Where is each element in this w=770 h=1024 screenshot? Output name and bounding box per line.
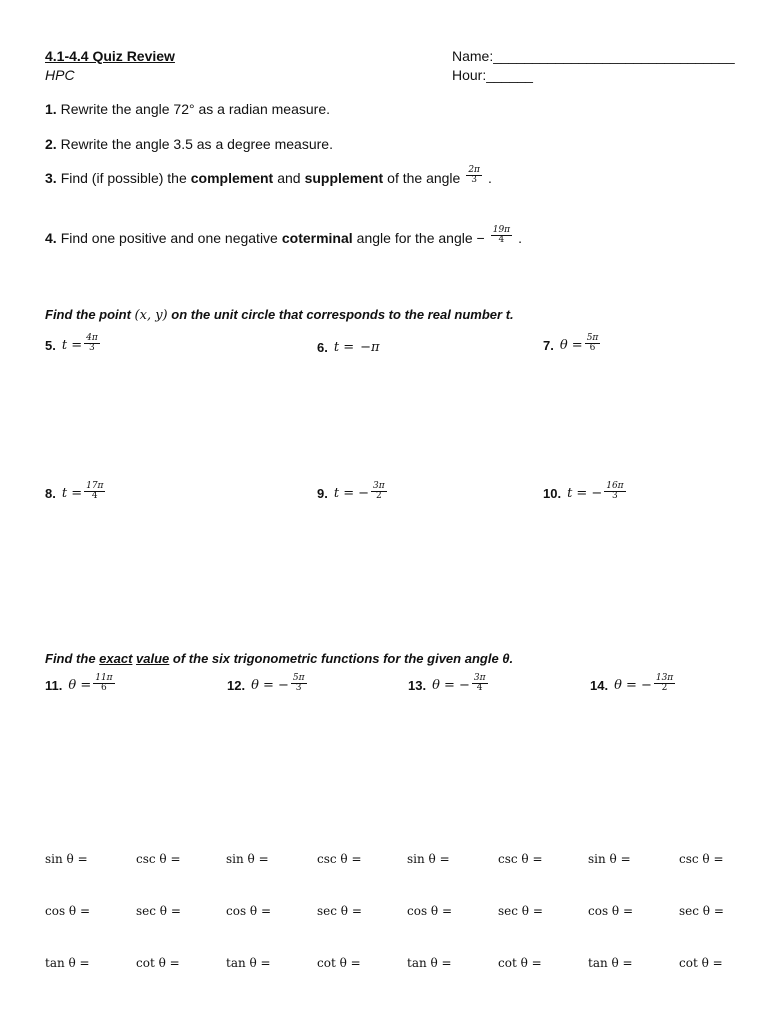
problem-fraction <box>291 674 307 694</box>
trig-label: sin θ = <box>45 852 88 866</box>
problem-5 <box>45 333 102 356</box>
hour-field[interactable]: Hour:______ <box>452 67 533 83</box>
question-end: . <box>518 229 522 246</box>
question-text-post: angle for the angle − <box>356 229 485 246</box>
trig-label: sin θ = <box>588 852 631 866</box>
problem-14 <box>590 673 677 696</box>
trig-label: csc θ = <box>136 852 181 866</box>
trig-label: cos θ = <box>588 904 634 918</box>
problem-value: −π <box>360 340 380 355</box>
problem-number: 11. <box>45 678 63 694</box>
course-subtitle: HPC <box>45 67 75 83</box>
problem-lhs: θ = <box>432 678 455 694</box>
question-number: 4. <box>45 229 57 246</box>
problem-fraction <box>84 334 100 354</box>
fraction-denominator: 6 <box>101 683 107 694</box>
fraction-numerator: 4π <box>86 333 98 343</box>
problem-sign: − <box>458 678 470 694</box>
question-text-post: of the angle <box>387 169 461 186</box>
keyword-supplement: supplement <box>304 169 384 186</box>
fraction-denominator: 4 <box>476 683 483 694</box>
instruction-pre: Find the <box>45 651 96 666</box>
trig-label: cot θ = <box>136 956 180 970</box>
fraction-numerator: 11π <box>95 673 113 683</box>
fraction-numerator: 2π <box>468 165 480 175</box>
problem-10 <box>543 481 628 504</box>
fraction-denominator: 3 <box>612 491 618 502</box>
fraction-numerator: 5π <box>586 333 599 343</box>
question-number: 3. <box>45 169 57 186</box>
trig-label: sec θ = <box>136 904 181 918</box>
problem-fraction <box>585 334 601 354</box>
problem-sign: − <box>358 486 369 502</box>
trig-label: tan θ = <box>588 956 633 970</box>
instruction-pre: Find the point <box>45 307 131 322</box>
trig-label: tan θ = <box>226 956 271 970</box>
fraction-numerator: 19π <box>492 225 511 235</box>
problem-7 <box>543 333 602 356</box>
trig-instructions <box>45 651 513 666</box>
unit-circle-instructions <box>45 307 514 323</box>
trig-label: cot θ = <box>679 956 723 970</box>
keyword-coterminal: coterminal <box>281 229 353 246</box>
trig-label: sec θ = <box>498 904 543 918</box>
trig-label: csc θ = <box>498 852 543 866</box>
problem-fraction <box>84 482 105 502</box>
fraction-denominator: 6 <box>589 343 596 354</box>
problem-sign: − <box>277 678 289 694</box>
problem-13 <box>408 673 490 696</box>
problem-6 <box>317 340 380 355</box>
problem-lhs: θ = <box>559 338 583 354</box>
fraction-denominator: 3 <box>89 343 95 354</box>
document-title: 4.1-4.4 Quiz Review <box>45 48 175 64</box>
question-text-pre: Find (if possible) the <box>60 169 187 186</box>
trig-label: sin θ = <box>407 852 450 866</box>
fraction-numerator: 13π <box>655 673 674 683</box>
problem-number: 6. <box>317 340 328 355</box>
problem-fraction <box>654 674 675 694</box>
trig-label: csc θ = <box>317 852 362 866</box>
trig-label: tan θ = <box>407 956 452 970</box>
problem-number: 13. <box>408 678 427 694</box>
question-number: 1. <box>45 101 57 117</box>
problem-lhs: t = <box>61 338 83 354</box>
fraction-numerator: 5π <box>292 673 305 683</box>
problem-fraction <box>371 482 387 502</box>
problem-number: 9. <box>317 486 328 502</box>
problem-number: 10. <box>543 486 562 502</box>
trig-label: sec θ = <box>317 904 362 918</box>
question-text: Rewrite the angle 3.5 as a degree measure. <box>60 136 333 152</box>
fraction-numerator: 3π <box>473 673 486 683</box>
fraction-numerator: 17π <box>86 481 104 491</box>
point-notation: (x, y) <box>134 308 168 323</box>
angle-fraction <box>491 226 512 246</box>
angle-fraction <box>466 166 482 186</box>
fraction-denominator: 3 <box>471 175 478 186</box>
problem-number: 7. <box>543 338 554 354</box>
trig-label: cos θ = <box>407 904 453 918</box>
fraction-denominator: 2 <box>661 683 668 694</box>
question-1 <box>45 101 330 117</box>
problem-lhs: θ = <box>251 678 274 694</box>
problem-lhs: t = <box>333 486 355 502</box>
keyword-complement: complement <box>190 169 274 186</box>
problem-number: 8. <box>45 486 56 502</box>
question-end: . <box>487 169 492 186</box>
problem-sign: − <box>591 486 603 502</box>
trig-label: cot θ = <box>317 956 361 970</box>
fraction-denominator: 2 <box>375 491 382 502</box>
question-4 <box>45 225 522 248</box>
fraction-denominator: 4 <box>498 235 505 246</box>
problem-11 <box>45 673 117 696</box>
instruction-post: of the six trigonometric functions for the given angle θ. <box>172 651 514 666</box>
trig-label: cos θ = <box>45 904 91 918</box>
fraction-numerator: 3π <box>373 481 385 491</box>
problem-fraction <box>472 674 488 694</box>
trig-label: csc θ = <box>679 852 724 866</box>
trig-label: sec θ = <box>679 904 724 918</box>
problem-sign: − <box>640 678 652 694</box>
question-text-pre: Find one positive and one negative <box>60 229 278 246</box>
problem-number: 12. <box>227 678 246 694</box>
problem-lhs: t = <box>61 486 83 502</box>
trig-label: tan θ = <box>45 956 90 970</box>
fraction-denominator: 3 <box>295 683 302 694</box>
instruction-post: on the unit circle that corresponds to the real number t. <box>171 307 514 322</box>
problem-lhs: t = <box>567 486 588 502</box>
problem-number: 14. <box>590 678 609 694</box>
problem-8 <box>45 481 107 504</box>
question-number: 2. <box>45 136 57 152</box>
question-text-mid: and <box>277 169 301 186</box>
trig-label: sin θ = <box>226 852 269 866</box>
fraction-denominator: 4 <box>91 491 98 502</box>
instruction-emphasis-exact: exact <box>99 651 133 666</box>
problem-lhs: t = <box>333 340 355 355</box>
problem-fraction <box>93 674 114 694</box>
question-2 <box>45 136 333 152</box>
instruction-emphasis-value: value <box>136 651 170 666</box>
fraction-numerator: 16π <box>606 481 624 491</box>
question-text: Rewrite the angle 72° as a radian measure. <box>60 101 330 117</box>
problem-lhs: θ = <box>614 678 637 694</box>
trig-label: cot θ = <box>498 956 542 970</box>
problem-12 <box>227 673 309 696</box>
problem-fraction <box>604 482 625 502</box>
problem-lhs: θ = <box>68 678 92 694</box>
question-3 <box>45 165 492 188</box>
problem-9 <box>317 481 389 504</box>
trig-label: cos θ = <box>226 904 272 918</box>
problem-number: 5. <box>45 338 56 354</box>
name-field[interactable]: Name:_______________________________ <box>452 48 735 64</box>
